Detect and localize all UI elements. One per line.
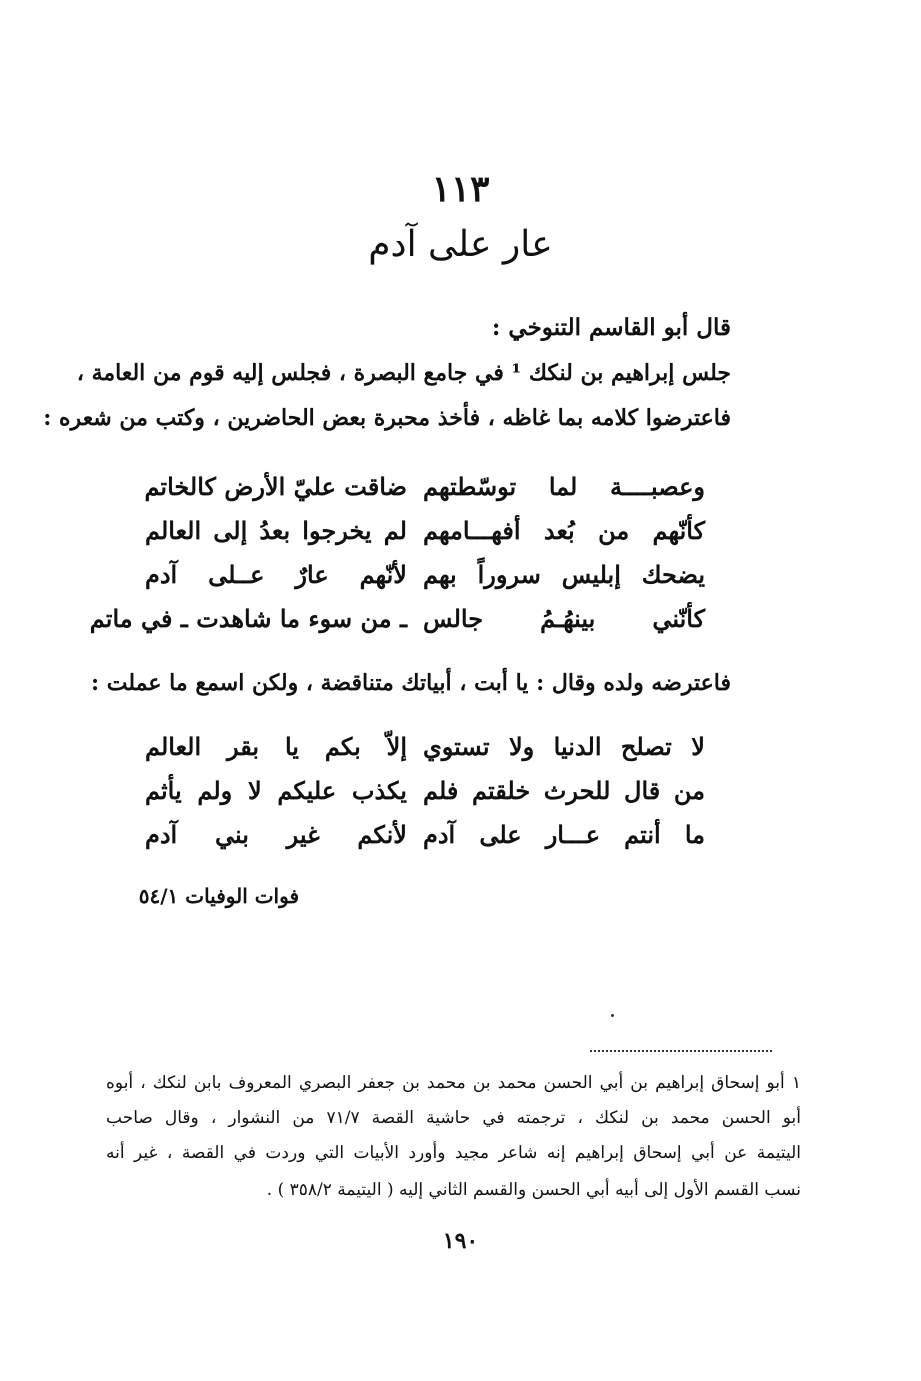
footnote-line-2: أبو الحسن محمد بن لنكك ، ترجمته في حاشية القصة ٧١/٧ من النشوار ، وقال صاحب (106, 1108, 802, 1128)
verse-first-hemistich: وعصبــــة لما توسّطتهم (423, 472, 705, 501)
prose-line-2: فاعترضوا كلامه بما غاظه ، فأخذ محبرة بعض الحاضرين ، وكتب من شعره : (43, 405, 731, 431)
prose-line-1: جلس إبراهيم بن لنكك ¹ في جامع البصرة ، فجلس إليه قوم من العامة ، (76, 360, 731, 386)
verse-first-hemistich: كأنّني بينهُـمُ جالس (423, 604, 705, 633)
verse-second-hemistich: ضاقت عليّ الأرض كالخاتم (144, 472, 407, 501)
verse-row (89, 604, 705, 644)
verse-second-hemistich: يكذب عليكم لا ولم يأثم (145, 776, 407, 805)
verse-first-hemistich: لا تصلح الدنيا ولا تستوي (423, 732, 705, 761)
verse-first-hemistich: يضحك إبليس سروراً بهم (423, 560, 705, 589)
narrator-line: قال أبو القاسم التنوخي : (491, 314, 731, 341)
verse-second-hemistich: لأنّهم عارٌ عــلى آدم (145, 560, 407, 589)
prose-line-3: فاعترضه ولده وقال : يا أبت ، أبياتك متناقضة ، ولكن اسمع ما عملت : (91, 670, 731, 696)
footnote-separator (590, 1050, 772, 1052)
verse-first-hemistich: من قال للحرث خلقتم فلم (423, 776, 705, 805)
verse-second-hemistich: إلاّ بكم يا بقر العالم (145, 732, 407, 761)
verse-row (145, 516, 705, 556)
source-citation: فوات الوفيات ٥٤/١ (138, 884, 299, 908)
verse-second-hemistich: لأنكم غير بني آدم (145, 820, 407, 849)
verse-row (145, 820, 705, 860)
verse-first-hemistich: كأنّهم من بُعد أفهـــامهم (423, 516, 705, 545)
story-title: عار على آدم (368, 224, 553, 265)
footnote-line-3: اليتيمة عن أبي إسحاق إبراهيم إنه شاعر مجيد وأورد الأبيات التي وردت في القصة ، غير أنه (106, 1143, 801, 1163)
verse-second-hemistich: ـ من سوء ما شاهدت ـ في ماتم (89, 604, 407, 633)
verse-first-hemistich: ما أنتم عـــار على آدم (423, 820, 705, 849)
footnote-line-1: ١ أبو إسحاق إبراهيم بن أبي الحسن محمد بن محمد بن جعفر البصري المعروف بابن لنكك ، أبوه (106, 1073, 801, 1093)
page-number: ١٩٠ (442, 1228, 479, 1254)
story-number: ١١٣ (431, 168, 490, 210)
stray-dot (611, 1014, 614, 1017)
verse-row (145, 776, 705, 816)
verse-row (145, 472, 705, 512)
verse-row (145, 560, 705, 600)
verse-row (145, 732, 705, 772)
footnote-line-4: نسب القسم الأول إلى أبيه أبي الحسن والقسم الثاني إليه ( اليتيمة ٣٥٨/٢ ) . (266, 1180, 801, 1200)
verse-second-hemistich: لم يخرجوا بعدُ إلى العالم (145, 516, 407, 545)
